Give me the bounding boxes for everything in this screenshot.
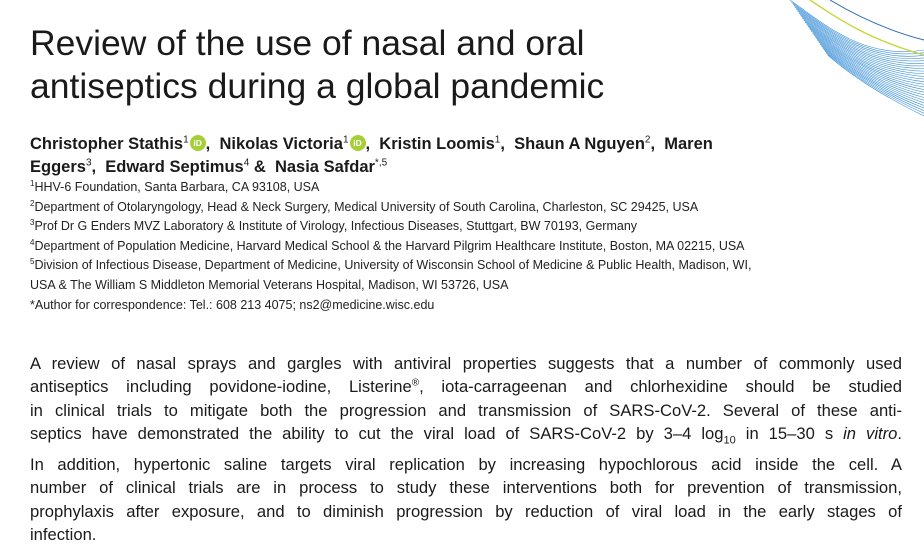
affiliation-item: *Author for correspondence: Tel.: 608 213 4075; ns2@medicine.wisc.edu	[30, 297, 435, 312]
abstract-line-1: A review of nasal sprays and gargles with antiviral properties suggests that a number of commonly used	[30, 354, 902, 373]
abstract-line-3: in clinical trials to mitigate both the progression and transmission of SARS-CoV-2. Several of these anti-	[30, 400, 902, 420]
affiliation-list	[30, 178, 830, 315]
author-name: Christopher Stathis$^1$ iD ,	[30, 134, 211, 153]
affiliation-item: $^1$HHV-6 Foundation, Santa Barbara, CA 93108, USA	[30, 178, 320, 194]
author-affiliation-mark: *,5	[374, 157, 388, 169]
author-affiliation-mark: 1	[342, 134, 349, 146]
orcid-icon[interactable]: iD	[350, 135, 366, 151]
author-affiliation-mark: 3	[85, 157, 92, 169]
abstract-line-7: prophylaxis after exposure, and to diminish progression by reduction of viral load in the early stages of	[30, 501, 902, 521]
author-affiliation-mark: 4	[243, 157, 250, 169]
author-affiliation-mark: 1	[183, 134, 189, 146]
abstract-line-8: infection.	[30, 525, 97, 545]
author-name: Nikolas Victoria$^1$ iD ,	[219, 134, 371, 153]
author-affiliation-mark: 2	[644, 134, 651, 146]
decorative-wave-line	[816, 37, 924, 94]
author-name: Nasia Safdar$^{*,5}$	[274, 157, 388, 176]
author-name: Eggers$^3$,	[30, 157, 97, 176]
paper-title	[30, 22, 750, 108]
author-name: Kristin Loomis$^1$,	[379, 134, 505, 153]
title-line-2: antiseptics during a global pandemic	[30, 66, 605, 106]
author-name: Maren	[664, 135, 713, 153]
decorative-wave-line	[804, 20, 924, 74]
abstract-line-5: In addition, hypertonic saline targets viral replication by increasing hypochlorous acid inside the cell. A	[30, 454, 902, 474]
affiliation-item: $^5$Division of Infectious Disease, Department of Medicine, University of Wisconsin School of Medicine & Public Health, Madison, WI,	[30, 257, 752, 273]
affiliation-item: $^3$Prof Dr G Enders MVZ Laboratory & Institute of Virology, Infectious Diseases, Stuttgart, BW 70193, Germany	[30, 218, 638, 234]
abstract-line-4: septics have demonstrated the ability to cut the viral load of SARS-CoV-2 by 3–4 $\log_{10}$ in 15–30 s in vitro.	[30, 424, 903, 447]
abstract-line-2: antiseptics including povidone-iodine, Listerine®, iota-carrageenan and chlorhexidine should be studied	[30, 377, 903, 397]
author-name: Shaun A Nguyen$^2$,	[514, 134, 656, 153]
author-list	[30, 133, 770, 179]
author-affiliation-mark: 1	[494, 134, 501, 146]
orcid-icon[interactable]: iD	[190, 135, 206, 151]
author-line-1	[30, 133, 770, 156]
author-line-2	[30, 156, 770, 179]
affiliation-item: $^4$Department of Population Medicine, Harvard Medical School & the Harvard Pilgrim Healthcare Institute, Boston, MA 02215, USA	[30, 237, 745, 253]
abstract-line-6: number of clinical trials are in process to study these interventions both for prevention of transmission,	[30, 478, 902, 498]
title-line-1: Review of the use of nasal and oral	[30, 23, 585, 63]
decorative-wave-graphic	[770, 0, 924, 120]
abstract	[30, 352, 902, 547]
affiliation-item: $^2$Department of Otolaryngology, Head & Neck Surgery, Medical University of South Carolina, Charleston, SC 29425, USA	[30, 198, 699, 214]
affiliation-item: USA & The William S Middleton Memorial Veterans Hospital, Madison, WI 53726, USA	[30, 277, 509, 292]
author-name: Edward Septimus$^4$ &	[105, 157, 266, 176]
